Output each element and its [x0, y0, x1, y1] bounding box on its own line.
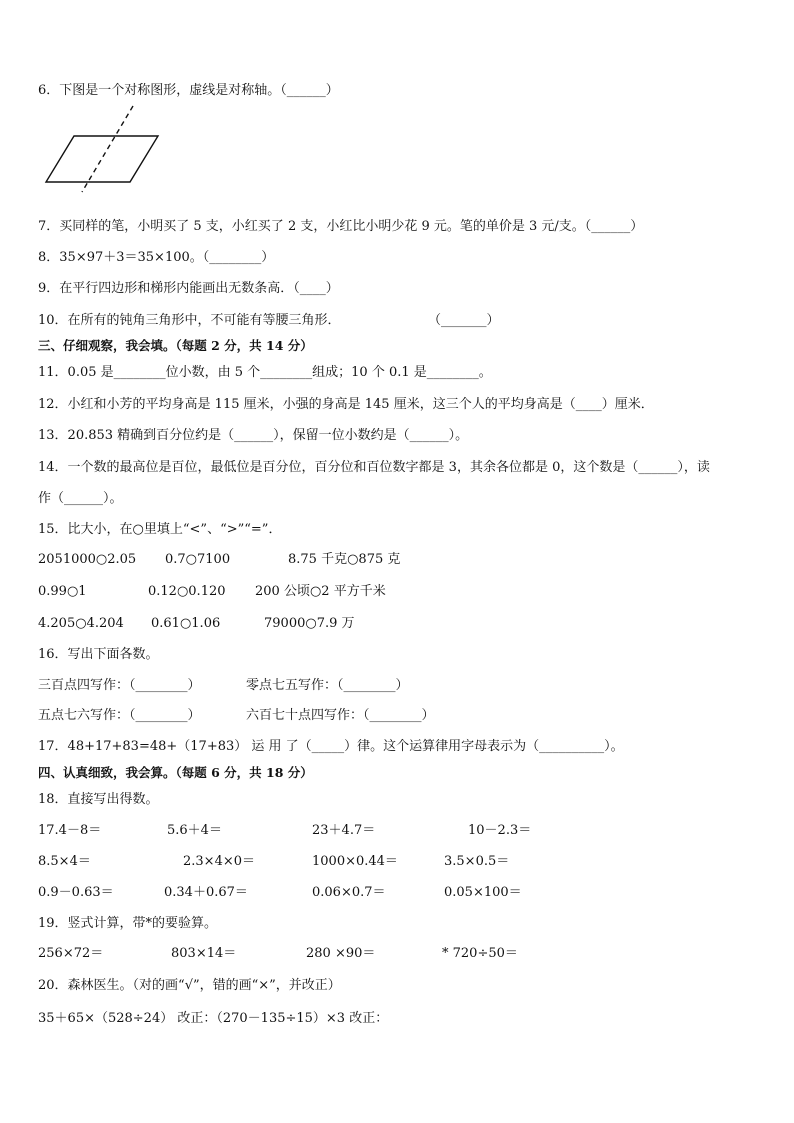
question-9: 9．在平行四边形和梯形内能画出无数条高．（____） [38, 281, 339, 296]
compare-item: 0.12○0.120 [148, 584, 226, 599]
question-20: 20．森林医生。（对的画“√”，错的画“×”，并改正） [38, 978, 341, 993]
calc-item: 1000×0.44＝ [312, 854, 398, 869]
vertical-calc-item: 256×72＝ [38, 946, 104, 961]
write-number-item: 零点七五写作：（________） [246, 678, 409, 693]
calc-item: 0.05×100＝ [444, 885, 522, 900]
question-10: 10．在所有的钝角三角形中，不可能有等腰三角形． [38, 313, 341, 328]
compare-item: 0.61○1.06 [151, 616, 221, 631]
question-15: 15．比大小，在○里填上“<”、“>”“=”． [38, 522, 282, 537]
calc-item: 0.06×0.7＝ [312, 885, 386, 900]
question-14-line-2: 作（______）。 [38, 491, 123, 506]
compare-item: 2051000○2.05 [38, 552, 137, 567]
calc-item: 8.5×4＝ [38, 854, 91, 869]
write-number-item: 六百七十点四写作：（________） [246, 708, 435, 723]
question-16: 16．写出下面各数。 [38, 647, 159, 662]
question-17: 17．48+17+83=48+（17+83） 运 用 了（_____）律。这个运算律用字母表示为（__________）。 [38, 739, 624, 754]
question-18: 18．直接写出得数。 [38, 792, 159, 807]
compare-item: 200 公顷○2 平方千米 [255, 584, 386, 599]
calc-item: 17.4－8＝ [38, 823, 102, 838]
question-8: 8．35×97＋3＝35×100。（________） [38, 250, 275, 265]
symmetry-axis-dashed [82, 106, 133, 192]
write-number-item: 五点七六写作：（________） [38, 708, 201, 723]
calc-item: 10－2.3＝ [468, 823, 532, 838]
write-number-item: 三百点四写作：（________） [38, 678, 201, 693]
parallelogram-shape [46, 136, 158, 182]
question-20-expressions: 35＋65×（528÷24） 改正：（270－135÷15）×3 改正： [38, 1011, 389, 1026]
question-19: 19．竖式计算，带*的要验算。 [38, 916, 218, 931]
calc-item: 0.9－0.63＝ [38, 885, 114, 900]
section-3-heading: 三、仔细观察，我会填。（每题 2 分，共 14 分） [38, 338, 313, 353]
vertical-calc-item: 803×14＝ [171, 946, 237, 961]
question-11: 11．0.05 是________位小数，由 5 个________组成；10 个 0.1 是________。 [38, 365, 492, 380]
compare-item: 8.75 千克○875 克 [288, 552, 401, 567]
vertical-calc-item: 280 ×90＝ [306, 946, 376, 961]
compare-item: 4.205○4.204 [38, 616, 124, 631]
compare-item: 79000○7.9 万 [264, 616, 355, 631]
calc-item: 2.3×4×0＝ [183, 854, 256, 869]
question-14-line-1: 14．一个数的最高位是百位，最低位是百分位，百分位和百位数字都是 3，其余各位都是 0，这个数是（______），读 [38, 460, 710, 475]
question-12: 12．小红和小芳的平均身高是 115 厘米，小强的身高是 145 厘米，这三个人的平均身高是（____）厘米． [38, 397, 654, 412]
question-13: 13．20.853 精确到百分位约是（______），保留一位小数约是（______）。 [38, 428, 469, 443]
calc-item: 3.5×0.5＝ [444, 854, 510, 869]
question-6: 6．下图是一个对称图形，虚线是对称轴。（______） [38, 83, 339, 98]
section-4-heading: 四、认真细致，我会算。（每题 6 分，共 18 分） [38, 765, 313, 780]
vertical-calc-item: * 720÷50＝ [442, 946, 518, 961]
calc-item: 0.34＋0.67＝ [164, 885, 248, 900]
calc-item: 5.6＋4＝ [167, 823, 222, 838]
question-7: 7．买同样的笔，小明买了 5 支，小红买了 2 支，小红比小明少花 9 元。笔的单价是 3 元/支。（______） [38, 219, 644, 234]
question-10-blank: （_______） [428, 313, 500, 328]
compare-item: 0.99○1 [38, 584, 87, 599]
calc-item: 23＋4.7＝ [312, 823, 376, 838]
compare-item: 0.7○7100 [165, 552, 231, 567]
parallelogram-figure [40, 104, 170, 194]
